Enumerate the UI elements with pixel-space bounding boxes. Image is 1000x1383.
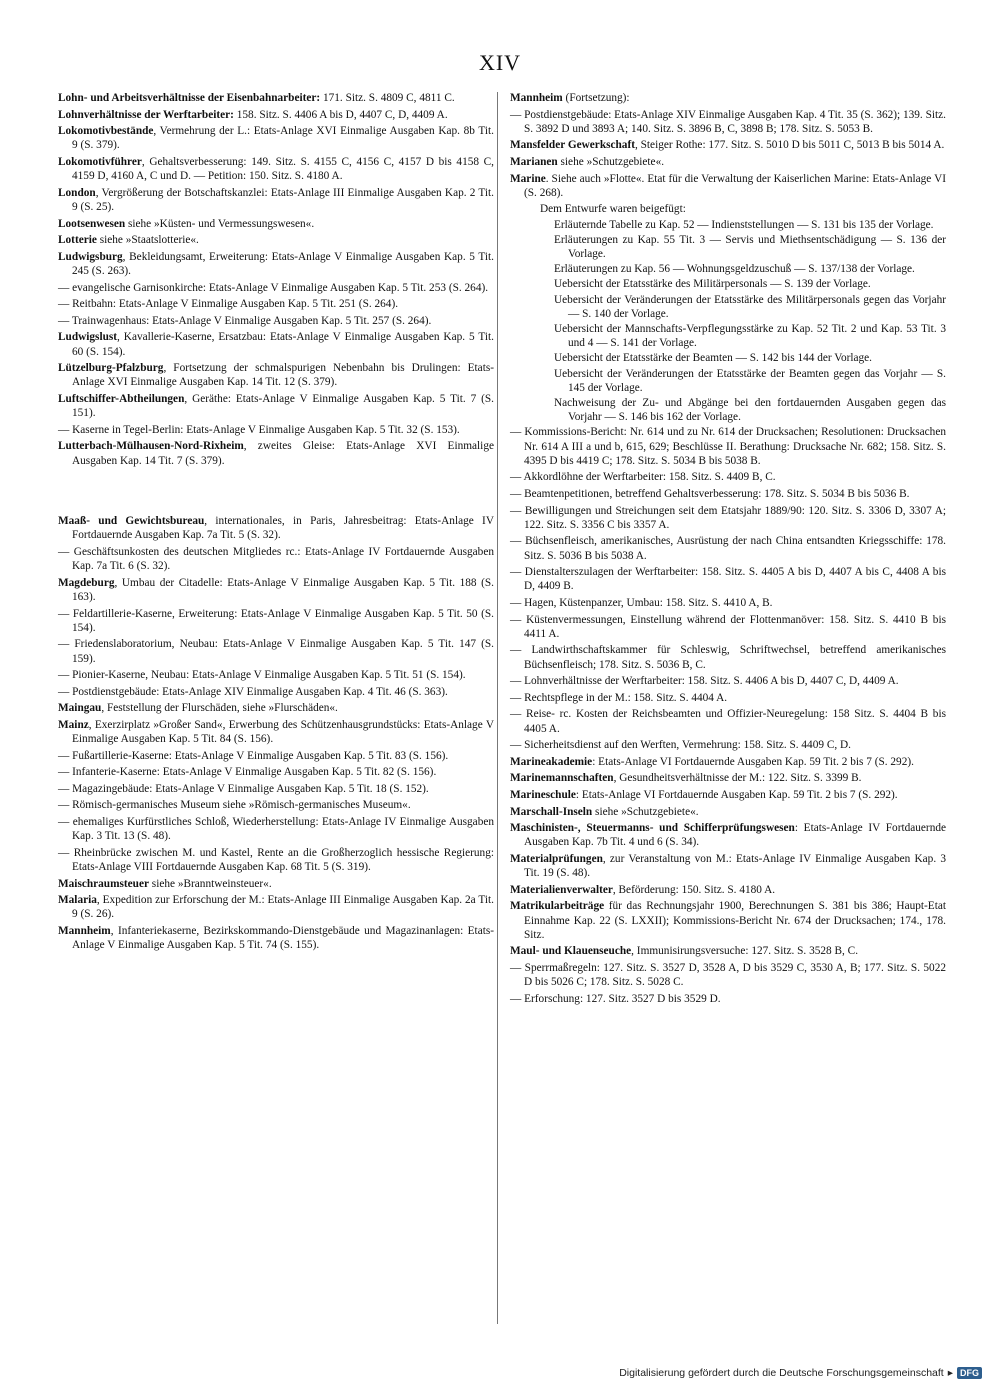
entry-heading: Ludwigsburg: [58, 250, 123, 263]
index-entry: [510, 755, 946, 769]
entry-heading: Matrikularbeiträge: [510, 900, 605, 913]
entry-text: , internationales, in Paris, Jahresbeitrag: Etats-Anlage IV Fortdauernde Ausgaben Kap. 7a Tit. 5 (S. 32).: [72, 515, 494, 542]
index-entry: [58, 217, 494, 231]
footer-arrow-icon: ▸: [947, 1367, 953, 1379]
index-subentry: — Akkordlöhne der Werftarbeiter: 158. Sitz. S. 4409 B, C.: [510, 471, 776, 484]
entry-text: , Infanteriekaserne, Bezirkskommando-Dienstgebäude und Magazinanlagen: Etats-Anlage V Einmalige Ausgaben Kap. 5 Tit. 74 (S. 155).: [72, 925, 494, 952]
page-number: XIV: [478, 50, 522, 75]
entry-heading: Malaria: [58, 894, 97, 907]
entry-text: , Geräthe: Etats-Anlage V Einmalige Ausgaben Kap. 5 Tit. 7 (S. 151).: [72, 392, 494, 420]
entry-text: siehe »Schutzgebiete«.: [592, 805, 699, 818]
index-entry: [510, 172, 946, 200]
left-column: [58, 91, 494, 955]
index-entry: [58, 877, 494, 891]
entry-text: , Vergrößerung der Botschaftskanzlei: Etats-Anlage III Einmalige Ausgaben Kap. 2 Tit. 9 (S. 25).: [72, 186, 494, 213]
index-entry: [510, 821, 946, 849]
column-divider: [497, 92, 498, 1324]
entry-heading: Lotterie: [58, 234, 97, 247]
entry-heading: Marianen: [510, 155, 558, 168]
entry-text: , Exerzirplatz »Großer Sand«, Erwerbung des Schützenhausgrundstücks: Etats-Anlage V Einmalige Ausgaben Kap. 5 Tit. 84 (S. 156).: [72, 718, 494, 746]
index-subentry: — Römisch-germanisches Museum siehe »Römisch-germanisches Museum«.: [58, 799, 411, 812]
index-subentry: — Friedenslaboratorium, Neubau: Etats-Anlage V Einmalige Ausgaben Kap. 5 Tit. 147 (S. 159).: [58, 638, 494, 665]
index-subentry: — Feldartillerie-Kaserne, Erweiterung: Etats-Anlage V Einmalige Ausgaben Kap. 5 Tit. 50 (S. 154).: [58, 607, 494, 634]
entry-text: , Bekleidungsamt, Erweiterung: Etats-Anlage V Einmalige Ausgaben Kap. 5 Tit. 245 (S. 263).: [72, 250, 494, 277]
entry-text: (Fortsetzung):: [562, 92, 630, 104]
entry-text: siehe »Staatslotterie«.: [96, 234, 199, 247]
entry-text: , Fortsetzung der schmalspurigen Nebenbahn bis Drulingen: Etats-Anlage XVI Einmalige Ausgaben Kap. 14 Tit. 12 (S. 379).: [72, 362, 494, 389]
index-attachment-item: Uebersicht der Etatsstärke des Militärpersonals — S. 139 der Vorlage.: [554, 278, 871, 291]
index-entry: [510, 771, 946, 785]
entry-text: 158. Sitz. S. 4406 A bis D, 4407 C, D, 4409 A.: [233, 108, 448, 121]
entry-heading: Lohnverhältnisse der Werftarbeiter:: [58, 108, 234, 121]
entry-heading: Lokomotivführer: [58, 155, 142, 168]
entry-heading: Mannheim: [510, 92, 563, 104]
index-entry: [510, 899, 946, 942]
entry-text: , Vermehrung der L.: Etats-Anlage XVI Einmalige Ausgaben Kap. 8b Tit. 9 (S. 379).: [72, 125, 494, 152]
index-intro-line: Dem Entwurfe waren beigefügt:: [540, 203, 686, 216]
index-subentry: — Pionier-Kaserne, Neubau: Etats-Anlage V Einmalige Ausgaben Kap. 5 Tit. 51 (S. 154).: [58, 669, 466, 682]
index-entry: [58, 155, 494, 183]
index-entry: [58, 701, 494, 715]
index-entry: [58, 91, 494, 105]
index-attachment-item: Uebersicht der Etatsstärke der Beamten — S. 142 bis 144 der Vorlage.: [554, 352, 873, 365]
entry-heading: Maschinisten-, Steuermanns- und Schifferprüfungswesen: [510, 822, 795, 835]
index-subentry: — Erforschung: 127. Sitz. 3527 D bis 3529 D.: [510, 992, 721, 1005]
index-entry: [510, 944, 946, 958]
entry-heading: Magdeburg: [58, 576, 115, 589]
index-attachment-item: Uebersicht der Veränderungen der Etatsstärke des Militärpersonals gegen das Vorjahr — S. 140 der Vorlage.: [554, 293, 946, 320]
index-entry: [510, 805, 946, 819]
entry-text: , Beförderung: 150. Sitz. S. 4180 A.: [612, 883, 776, 896]
entry-text: 171. Sitz. S. 4809 C, 4811 C.: [320, 92, 455, 104]
entry-text: : Etats-Anlage VI Fortdauernde Ausgaben Kap. 59 Tit. 2 bis 7 (S. 292).: [592, 755, 914, 768]
index-subentry: — Rechtspflege in der M.: 158. Sitz. S. 4404 A.: [510, 691, 728, 704]
index-attachment-item: Erläuterungen zu Kap. 55 Tit. 3 — Servis und Miethsentschädigung — S. 136 der Vorlage.: [554, 233, 946, 260]
index-subentry: — Landwirthschaftskammer für Schleswig, Schriftwechsel, betreffend amerikanisches Büchsenfleisch; 178. Sitz. S. 5036 B, C.: [510, 644, 946, 671]
index-entry: [510, 852, 946, 880]
entry-text: , Gehaltsverbesserung: 149. Sitz. S. 4155 C, 4156 C, 4157 D bis 4158 C, 4159 D, 4160 A, C und D. — Petition: 150. Sitz. S. 4180 A.: [72, 155, 494, 183]
entry-text: : Etats-Anlage VI Fortdauernde Ausgaben Kap. 59 Tit. 2 bis 7 (S. 292).: [575, 788, 898, 801]
index-entry: [58, 924, 494, 952]
index-subentry: — Reitbahn: Etats-Anlage V Einmalige Ausgaben Kap. 5 Tit. 251 (S. 264).: [58, 298, 399, 311]
entry-text: , Steiger Rothe: 177. Sitz. S. 5010 D bis 5011 C, 5013 B bis 5014 A.: [634, 139, 945, 152]
entry-text: , Umbau der Citadelle: Etats-Anlage V Einmalige Ausgaben Kap. 5 Tit. 188 (S. 163).: [72, 576, 494, 603]
index-subentry: — Trainwagenhaus: Etats-Anlage V Einmalige Ausgaben Kap. 5 Tit. 257 (S. 264).: [58, 314, 432, 327]
index-subentry: — Lohnverhältnisse der Werftarbeiter: 158. Sitz. S. 4406 A bis D, 4407 C, D, 4409 A.: [510, 675, 899, 688]
right-column: [510, 91, 946, 1008]
index-entry: [510, 155, 946, 169]
index-entry: [58, 361, 494, 389]
entry-text: siehe »Schutzgebiete«.: [557, 155, 665, 168]
index-subentry: — Sicherheitsdienst auf den Werften, Vermehrung: 158. Sitz. S. 4409 C, D.: [510, 739, 851, 752]
index-entry: [58, 514, 494, 542]
entry-heading: Materialprüfungen: [510, 852, 603, 865]
index-subentry: — Küstenvermessungen, Einstellung während der Flottenmanöver: 158. Sitz. S. 4410 B bis 4411 A.: [510, 613, 946, 640]
index-attachment-item: Uebersicht der Veränderungen der Etatsstärke der Beamten gegen das Vorjahr — S. 145 der Vorlage.: [554, 367, 946, 394]
entry-heading: Marineakademie: [510, 755, 593, 768]
index-subentry: — Geschäftsunkosten des deutschen Mitgliedes rc.: Etats-Anlage IV Fortdauernde Ausgaben Kap. 7a Tit. 6 (S. 32).: [58, 545, 494, 573]
index-entry: [510, 138, 946, 152]
index-attachment-item: Nachweisung der Zu- und Abgänge bei den fortdauernden Ausgaben gegen das Vorjahr — S. 146 bis 162 der Vorlage.: [554, 397, 946, 424]
index-subentry: — Fußartillerie-Kaserne: Etats-Anlage V Einmalige Ausgaben Kap. 5 Tit. 83 (S. 156).: [58, 749, 449, 762]
index-entry: [58, 439, 494, 467]
entry-heading: Maischraumsteuer: [58, 877, 149, 890]
entry-heading: Materialienverwalter: [510, 883, 613, 896]
entry-text: siehe »Küsten- und Vermessungswesen«.: [125, 217, 315, 230]
entry-heading: Ludwigslust: [58, 331, 118, 344]
index-subentry: — Postdienstgebäude: Etats-Anlage XIV Einmalige Ausgaben Kap. 4 Tit. 35 (S. 362); 139. Sitz. S. 3892 D und 3893 A; 140. Sitz. S. 3896 B, C, 3898 B; 178. Sitz. S. 5053 B.: [510, 108, 946, 135]
index-entry: [58, 576, 494, 604]
entry-heading: Marineschule: [510, 788, 576, 801]
index-entry: [58, 124, 494, 152]
index-subentry: — Bewilligungen und Streichungen seit dem Etatsjahr 1889/90: 120. Sitz. S. 3306 D, 3307 A; 122. Sitz. S. 3356 C bis 3357 A.: [510, 504, 946, 531]
index-attachment-item: Erläuterungen zu Kap. 56 — Wohnungsgeldzuschuß — S. 137/138 der Vorlage.: [554, 263, 915, 276]
index-subentry: — Hagen, Küstenpanzer, Umbau: 158. Sitz. S. 4410 A, B.: [510, 597, 773, 609]
footer-text: Digitalisierung gefördert durch die Deutsche Forschungsgemeinschaft: [619, 1367, 944, 1379]
entry-heading: Marinemannschaften: [510, 772, 614, 785]
index-entry: [58, 330, 494, 358]
index-subentry: — Reise- rc. Kosten der Reichsbeamten und Offizier-Neuregelung: 158 Sitz. S. 4404 B bis 4405 A.: [510, 708, 946, 735]
entry-text: . Siehe auch »Flotte«. Etat für die Verwaltung der Kaiserlichen Marine: Etats-Anlage VI (S. 268).: [524, 172, 946, 199]
entry-heading: Lokomotivbestände: [58, 125, 154, 138]
index-subentry: — Magazingebäude: Etats-Anlage V Einmalige Ausgaben Kap. 5 Tit. 18 (S. 152).: [58, 782, 429, 795]
entry-text: siehe »Branntweinsteuer«.: [148, 877, 272, 890]
index-subentry: — Rheinbrücke zwischen M. und Kastel, Rente an die Großherzoglich hessische Regierung: Etats-Anlage VIII Fortdauernde Ausgaben Kap. 68 Tit. 5 (S. 319).: [58, 846, 494, 874]
index-subentry: — Beamtenpetitionen, betreffend Gehaltsverbesserung: 178. Sitz. S. 5034 B bis 5036 B.: [510, 488, 910, 501]
entry-heading: Lutterbach-Mülhausen-Nord-Rixheim: [58, 440, 244, 453]
index-entry: [58, 186, 494, 214]
index-subentry: — ehemaliges Kurfürstliches Schloß, Wiederherstellung: Etats-Anlage IV Einmalige Ausgaben Kap. 3 Tit. 13 (S. 48).: [58, 816, 494, 843]
index-entry: [58, 233, 494, 247]
section-gap: [58, 470, 494, 514]
entry-heading: Maul- und Klauenseuche: [510, 945, 632, 958]
index-entry: [510, 91, 946, 105]
entry-heading: Mannheim: [58, 925, 111, 938]
entry-text: , Immunisirungsversuche: 127. Sitz. S. 3528 B, C.: [631, 945, 859, 958]
index-subentry: — Kommissions-Bericht: Nr. 614 und zu Nr. 614 der Drucksachen; Resolutionen: Drucksachen Nr. 614 A III a und b, 615, 629; Beschlüsse II. Berathung: Drucksache Nr. 682; 158. Sitz. S. 4395 D bis 4419 C; 178. Sitz. S. 5034 B bis 5038 B.: [510, 426, 946, 467]
index-subentry: — Postdienstgebäude: Etats-Anlage XIV Einmalige Ausgaben Kap. 4 Tit. 46 (S. 363).: [58, 685, 448, 698]
index-entry: [510, 883, 946, 897]
entry-heading: Lützelburg-Pfalzburg: [58, 362, 164, 375]
index-subentry: — evangelische Garnisonkirche: Etats-Anlage V Einmalige Ausgaben Kap. 5 Tit. 253 (S. 264).: [58, 281, 489, 294]
index-subentry: — Infanterie-Kaserne: Etats-Anlage V Einmalige Ausgaben Kap. 5 Tit. 82 (S. 156).: [58, 766, 437, 779]
entry-heading: Marine: [510, 172, 546, 185]
entry-text: : Etats-Anlage IV Fortdauernde Ausgaben Kap. 7b Tit. 4 und 6 (S. 34).: [524, 822, 947, 849]
entry-heading: Maingau: [58, 702, 102, 715]
footer: [619, 1366, 982, 1380]
index-entry: [58, 108, 494, 122]
entry-text: , zur Veranstaltung von M.: Etats-Anlage IV Einmalige Ausgaben Kap. 3 Tit. 19 (S. 48).: [524, 852, 946, 880]
entry-text: , Kavallerie-Kaserne, Ersatzbau: Etats-Anlage V Einmalige Ausgaben Kap. 5 Tit. 60 (S. 154).: [72, 331, 494, 358]
dfg-logo: DFG: [957, 1367, 982, 1379]
entry-heading: Mainz: [58, 718, 89, 731]
index-entry: [58, 718, 494, 746]
entry-heading: Mansfelder Gewerkschaft: [510, 139, 635, 152]
entry-heading: Luftschiffer-Abtheilungen: [58, 392, 185, 405]
index-subentry: — Büchsenfleisch, amerikanisches, Ausrüstung der nach China entsandten Kriegsschiffe: 178. Sitz. S. 5036 B bis 5038 A.: [510, 535, 946, 562]
entry-text: , Gesundheitsverhältnisse der M.: 122. Sitz. S. 3399 B.: [613, 772, 862, 785]
entry-heading: Marschall-Inseln: [510, 805, 593, 818]
index-subentry: — Kaserne in Tegel-Berlin: Etats-Anlage V Einmalige Ausgaben Kap. 5 Tit. 32 (S. 153).: [58, 423, 460, 436]
entry-heading: Lohn- und Arbeitsverhältnisse der Eisenbahnarbeiter:: [58, 92, 321, 104]
entry-heading: Maaß- und Gewichtsbureau: [58, 515, 205, 528]
entry-text: , Feststellung der Flurschäden, siehe »Flurschäden«.: [101, 702, 338, 715]
index-entry: [58, 392, 494, 420]
index-subentry: — Dienstalterszulagen der Werftarbeiter: 158. Sitz. S. 4405 A bis D, 4407 A bis C, 4408 A bis D, 4409 B.: [510, 566, 946, 593]
entry-text: für das Rechnungsjahr 1900, Berechnungen S. 381 bis 386; Haupt-Etat Einnahme Kap. 22 (S. LXXII); Kommissions-Bericht Nr. 674 der Drucksachen; 174., 178. Sitz.: [524, 900, 946, 941]
index-attachment-item: Uebersicht der Mannschafts-Verpflegungsstärke zu Kap. 52 Tit. 2 und Kap. 53 Tit. 3 und 4 — S. 141 der Vorlage.: [554, 323, 946, 350]
entry-heading: London: [58, 186, 96, 199]
index-entry: [510, 788, 946, 802]
index-entry: [58, 250, 494, 278]
entry-text: , Expedition zur Erforschung der M.: Etats-Anlage III Einmalige Ausgaben Kap. 2a Tit. 9 (S. 26).: [72, 894, 494, 921]
index-subentry: — Sperrmaßregeln: 127. Sitz. S. 3527 D, 3528 A, D bis 3529 C, 3530 A, B; 177. Sitz. S. 5022 D bis 5026 C; 178. Sitz. S. 5028 C.: [510, 961, 946, 989]
index-entry: [58, 893, 494, 921]
entry-heading: Lootsenwesen: [58, 217, 126, 230]
index-attachment-item: Erläuternde Tabelle zu Kap. 52 — Indienststellungen — S. 131 bis 135 der Vorlage.: [554, 218, 934, 231]
entry-text: , zweites Gleise: Etats-Anlage XVI Einmalige Ausgaben Kap. 14 Tit. 7 (S. 379).: [72, 440, 494, 467]
